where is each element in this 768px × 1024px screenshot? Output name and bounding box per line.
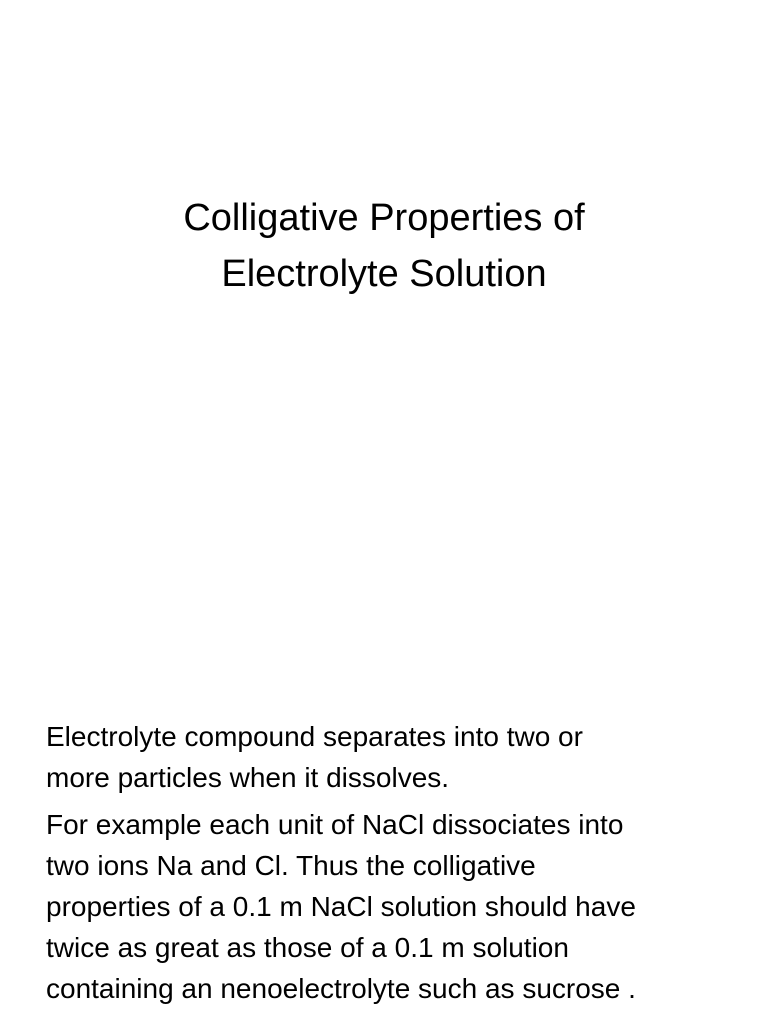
slide-title-line-2: Electrolyte Solution xyxy=(221,253,547,295)
paragraph-2-line-4: twice as great as those of a 0.1 m solution xyxy=(46,932,569,963)
slide-title xyxy=(0,190,768,302)
paragraph-1 xyxy=(46,716,746,798)
paragraph-2 xyxy=(46,804,746,1009)
paragraph-2-line-1: For example each unit of NaCl dissociates into xyxy=(46,809,624,840)
slide-title-line-1: Colligative Properties of xyxy=(183,197,585,239)
paragraph-2-line-5: containing an nenoelectrolyte such as sucrose . xyxy=(46,973,636,1004)
paragraph-1-line-2: more particles when it dissolves. xyxy=(46,762,450,793)
paragraph-2-line-2: two ions Na and Cl. Thus the colligative xyxy=(46,850,536,881)
paragraph-2-line-3: properties of a 0.1 m NaCl solution should have xyxy=(46,891,636,922)
slide-body xyxy=(46,716,746,1015)
paragraph-1-line-1: Electrolyte compound separates into two or xyxy=(46,721,583,752)
